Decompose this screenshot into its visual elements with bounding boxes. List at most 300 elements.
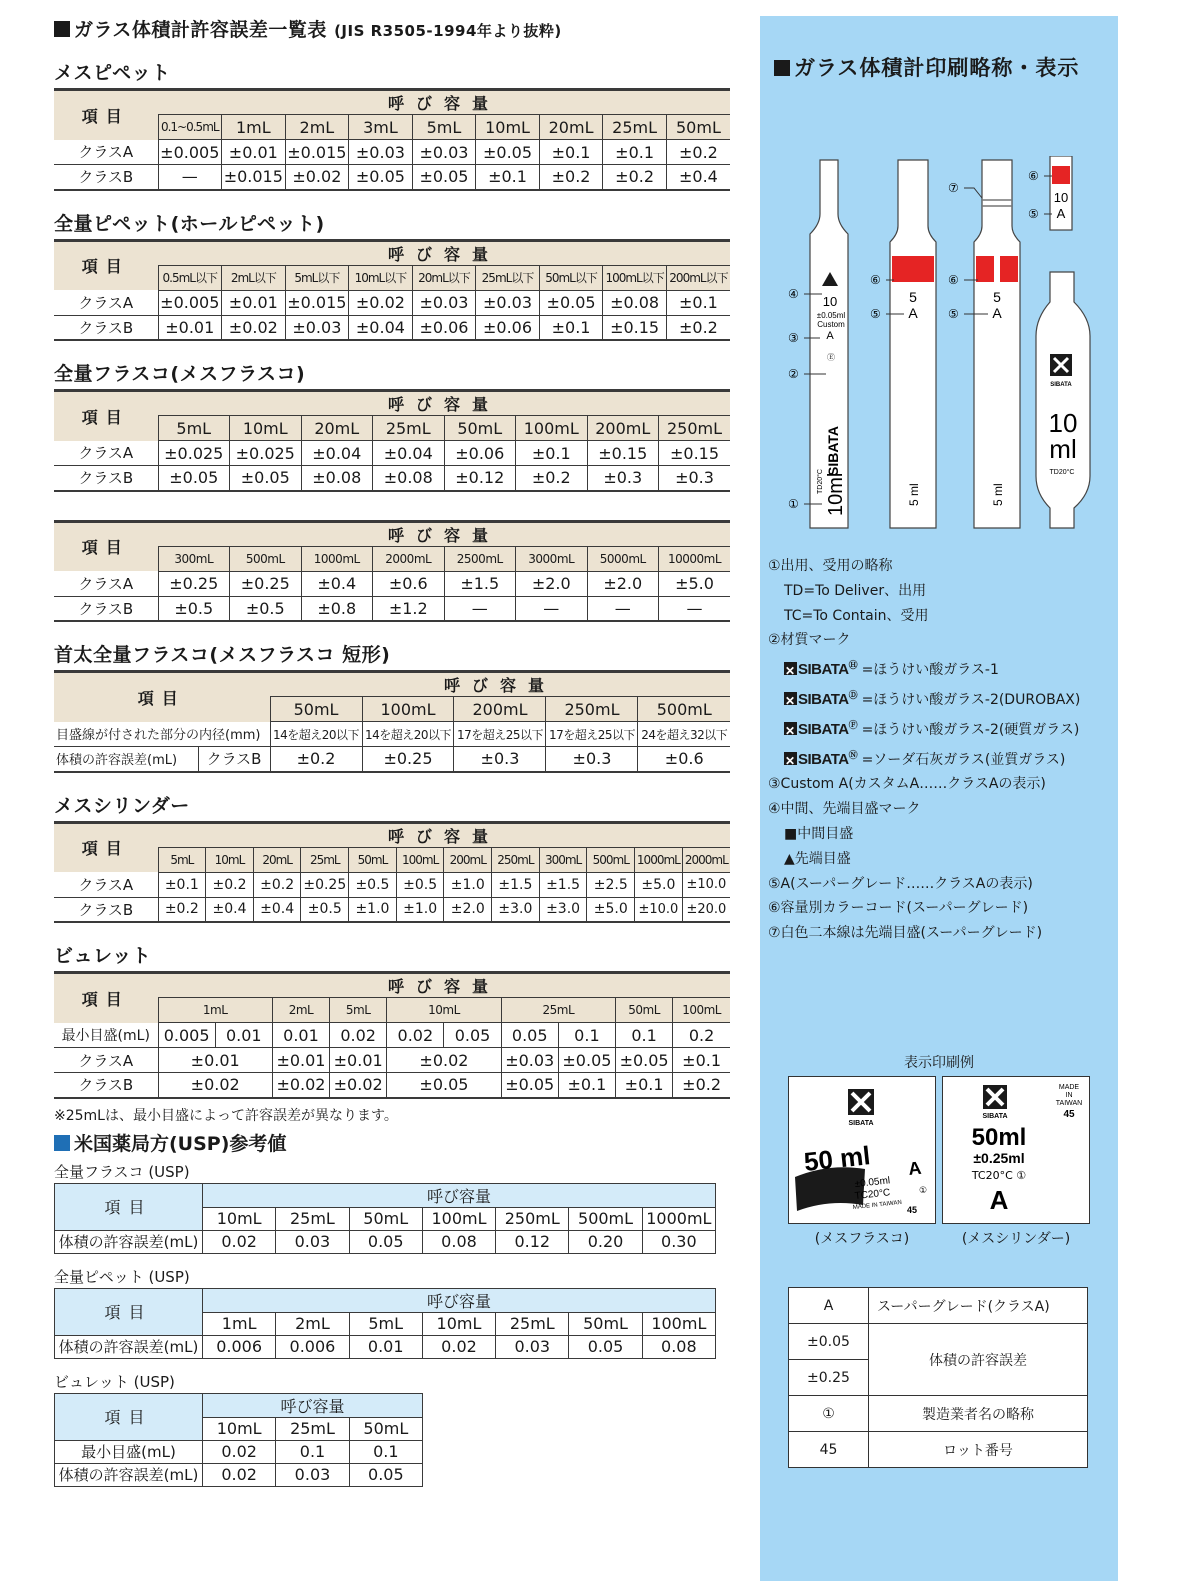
size-cell: 20mL: [253, 847, 301, 872]
table-cell: 0.02: [203, 1230, 276, 1253]
table-cell: ±0.2: [603, 165, 667, 190]
table-cell: ±0.2: [666, 315, 730, 340]
size-cell: 5mL以下: [285, 265, 349, 290]
table-cell: 17を超え25以下: [546, 722, 638, 747]
size-cell: 10mL: [206, 847, 254, 872]
table-cell: ±0.4: [666, 165, 730, 190]
table-cell: ±0.1: [158, 872, 206, 897]
callout-5: ⑤: [948, 307, 959, 321]
table-cell: ±0.15: [603, 315, 667, 340]
table-row: [54, 872, 730, 897]
table-cell: 0.02: [203, 1463, 276, 1486]
table-row: [54, 1048, 730, 1073]
cylinder-title: メスシリンダー: [54, 794, 190, 817]
table-cell: ±0.04: [373, 441, 445, 466]
table-cell: ±0.05: [501, 1073, 558, 1098]
marking-key-table: [788, 1287, 1088, 1468]
table-cell: ±0.06: [444, 441, 516, 466]
table-cell: ±0.015: [222, 165, 286, 190]
card-tc: TC20°C ①: [971, 1169, 1027, 1182]
table-cell: ±0.4: [301, 571, 373, 596]
size-cell: 25mL: [496, 1312, 569, 1335]
card-made: MADE IN TAIWAN: [852, 1199, 903, 1211]
table-cell: ±0.05: [558, 1048, 615, 1073]
table-row: [54, 140, 730, 165]
size-cell: 100mL: [396, 847, 444, 872]
sibata-logo: ✕SIBATAⓃ: [784, 743, 857, 773]
card-tolerance: ±0.05ml: [854, 1175, 891, 1190]
table-cell: 0.005: [158, 1023, 215, 1048]
sibata-logo-icon: [784, 692, 797, 705]
table-cell: ±20.0: [682, 897, 730, 922]
table-cell: ±2.0: [444, 897, 492, 922]
size-cell: 25mL: [276, 1207, 349, 1230]
table-cell: ±0.02: [222, 315, 286, 340]
legend-item: TC=To Contain、受用: [784, 607, 929, 624]
print-example-title: 表示印刷例: [904, 1055, 974, 1071]
card-made: IN: [1065, 1092, 1073, 1099]
table-row: [54, 596, 730, 621]
row-label: クラスB: [54, 165, 158, 190]
size-cell: 20mL: [539, 115, 603, 140]
page-title: ガラス体積計許容誤差一覧表 (JIS R3505-1994年より抜粋): [54, 14, 730, 46]
legend-item: ⑤A(スーパーグレード……クラスAの表示): [768, 875, 1033, 892]
sibata-logo-icon: [784, 752, 797, 765]
table-cell: ±0.02: [272, 1073, 329, 1098]
table-cell: ±0.01: [158, 315, 222, 340]
table-row: [55, 1335, 716, 1358]
flask-table-small: [54, 389, 730, 492]
card-made: MADE: [1058, 1084, 1080, 1091]
item-header: 項目: [55, 1288, 203, 1335]
table-cell: ±0.25: [301, 872, 349, 897]
size-cell: 5mL: [158, 847, 206, 872]
table-cell: ±0.15: [659, 441, 731, 466]
table-cell: ±0.05: [387, 1073, 501, 1098]
size-cell: 2000mL: [682, 847, 730, 872]
size-cell: 50mL: [444, 416, 516, 441]
usp-title: 米国薬局方(USP)参考値: [54, 1129, 730, 1159]
size-cell: 3000mL: [516, 546, 588, 571]
row-label: 目盛線が付された部分の内径(mm): [54, 722, 270, 747]
table-cell: —: [444, 596, 516, 621]
key-meaning: 製造業者名の略称: [869, 1396, 1088, 1432]
size-cell: 50mL: [270, 697, 362, 722]
table-cell: 0.01: [349, 1335, 422, 1358]
size-cell: 500mL: [230, 546, 302, 571]
square-bullet-icon: [774, 60, 790, 76]
table-row: [54, 466, 730, 491]
table-cell: ±2.0: [516, 571, 588, 596]
legend-item: ▲先端目盛: [784, 850, 851, 867]
table-cell: ±1.0: [396, 897, 444, 922]
table-cell: ±0.25: [362, 747, 454, 772]
table-cell: ±1.0: [444, 872, 492, 897]
size-cell: 500mL: [587, 847, 635, 872]
flask-table-large: [54, 520, 730, 623]
table-cell: ±0.08: [373, 466, 445, 491]
table-cell: —: [659, 596, 731, 621]
color-code-band: [1052, 166, 1070, 184]
flask-card-caption: (メスフラスコ): [814, 1231, 910, 1247]
size-cell: 1000mL: [301, 546, 373, 571]
table-cell: ±0.03: [349, 140, 413, 165]
row-label: 最小目盛(mL): [55, 1440, 203, 1463]
size-cell: 500mL: [638, 697, 730, 722]
table-cell: ±0.3: [546, 747, 638, 772]
pipette-grade: A: [1056, 206, 1066, 221]
table-cell: 0.1: [616, 1023, 673, 1048]
sibata-logo: ✕SIBATAⒹ: [784, 683, 857, 713]
card-brand: SIBATA: [848, 1120, 874, 1127]
row-label: 体積の許容誤差(mL): [55, 1230, 203, 1253]
size-cell: 0.1~0.5mL: [158, 115, 222, 140]
page-subtitle: (JIS R3505-1994年より抜粋): [334, 22, 562, 40]
table-cell: 0.08: [422, 1230, 495, 1253]
size-cell: 2mL: [272, 998, 329, 1023]
table-row: [789, 1288, 1088, 1324]
callout-6: ⑥: [948, 273, 959, 287]
table-cell: ±0.4: [253, 897, 301, 922]
capacity-header: 呼び容量: [158, 90, 730, 115]
pipette-volume: 10ml: [825, 472, 847, 516]
callout-7: ⑦: [948, 181, 959, 195]
material-item: ✕SIBATAⒽ =ほうけい酸ガラス-1: [768, 653, 1080, 683]
size-cell: 25mL以下: [476, 265, 540, 290]
table-row: [54, 315, 730, 340]
wideflask-title: 首太全量フラスコ(メスフラスコ 短形): [54, 644, 391, 666]
row-label: 体積の許容誤差(mL): [55, 1463, 203, 1486]
pipette-custom: Custom: [817, 320, 845, 329]
table-cell: ±5.0: [659, 571, 731, 596]
table-cell: 24を超え32以下: [638, 722, 730, 747]
row-label: クラスB: [54, 315, 158, 340]
table-cell: ±3.0: [492, 897, 540, 922]
class-label: クラスB: [198, 747, 270, 772]
size-cell: 5000mL: [587, 546, 659, 571]
item-header: 項目: [55, 1183, 203, 1230]
table-cell: ±0.05: [616, 1048, 673, 1073]
table-cell: ±0.06: [412, 315, 476, 340]
row-label: クラスB: [54, 466, 158, 491]
row-label: クラスA: [54, 290, 158, 315]
burette-note: ※25mLは、最小目盛によって許容誤差が異なります。: [54, 1107, 398, 1124]
table-row: [55, 1463, 423, 1486]
messpipette-title: メスピペット: [54, 62, 171, 84]
table-cell: 14を超え20以下: [270, 722, 362, 747]
capacity-header: 呼び容量: [203, 1183, 716, 1207]
key-symbol: ①: [789, 1396, 869, 1432]
item-header: 項目: [54, 90, 158, 140]
wholepipette-title: 全量ピペット(ホールピペット): [54, 212, 325, 235]
table-cell: ±0.6: [638, 747, 730, 772]
table-cell: ±0.005: [158, 140, 222, 165]
row-label: 体積の許容誤差(mL): [55, 1335, 203, 1358]
table-cell: —: [158, 165, 222, 190]
table-cell: 0.02: [203, 1440, 276, 1463]
size-cell: 25mL: [603, 115, 667, 140]
table-cell: ±0.01: [222, 140, 286, 165]
table-row: [54, 441, 730, 466]
size-cell: 200mL: [454, 697, 546, 722]
table-cell: ±0.2: [270, 747, 362, 772]
pipette-volume: 5 ml: [907, 483, 921, 506]
size-cell: 0.5mL以下: [158, 265, 222, 290]
row-label: クラスA: [54, 1048, 158, 1073]
table-cell: ±0.2: [253, 872, 301, 897]
item-header: 項目: [54, 973, 158, 1023]
table-cell: ±0.03: [476, 290, 540, 315]
table-cell: ±0.01: [330, 1048, 387, 1073]
table-cell: ±0.1: [673, 1048, 730, 1073]
table-cell: ±0.08: [603, 290, 667, 315]
table-row: [54, 722, 730, 747]
size-cell: 2mL: [276, 1312, 349, 1335]
table-cell: ±0.1: [558, 1073, 615, 1098]
table-cell: ±0.1: [539, 315, 603, 340]
pipette-tolerance: ±0.05ml: [816, 311, 846, 320]
sibata-logo: ✕SIBATAⒻ: [784, 713, 857, 743]
pipette-grade-a-2: [948, 160, 1020, 528]
callout-5: ⑤: [870, 307, 881, 321]
table-row: [55, 1440, 423, 1463]
size-cell: 300mL: [539, 847, 587, 872]
size-cell: 50mL: [616, 998, 673, 1023]
sibata-logo-icon: [784, 662, 797, 675]
table-cell: 0.02: [387, 1023, 444, 1048]
table-cell: ±1.5: [539, 872, 587, 897]
tolerance-section: [54, 14, 730, 1487]
size-cell: 10mL: [387, 998, 501, 1023]
table-cell: 0.05: [349, 1230, 422, 1253]
size-cell: 250mL: [659, 416, 731, 441]
size-cell: 20mL: [301, 416, 373, 441]
table-cell: ±0.06: [476, 315, 540, 340]
messpipette-table: [54, 88, 730, 191]
size-cell: 10mL: [230, 416, 302, 441]
capacity-header: 呼び容量: [270, 672, 730, 697]
table-cell: ±0.5: [349, 872, 397, 897]
capacity-header: 呼び容量: [203, 1393, 423, 1417]
material-item: ✕SIBATAⒻ =ほうけい酸ガラス-2(硬質ガラス): [768, 713, 1080, 743]
card-grade: A: [989, 1185, 1009, 1215]
pipette-custom-a: [810, 160, 848, 528]
card-volume: 50ml: [971, 1124, 1027, 1151]
material-item: ✕SIBATAⓃ =ソーダ石灰ガラス(並質ガラス): [768, 743, 1080, 773]
cylinder-table: [54, 821, 730, 924]
capacity-header: 呼び容量: [158, 822, 730, 847]
pipette-capacity: 10: [822, 294, 838, 309]
size-cell: 250mL: [496, 1207, 569, 1230]
row-label: クラスA: [54, 571, 158, 596]
card-grade: A: [907, 1157, 923, 1179]
key-symbol: A: [789, 1288, 869, 1324]
card-tolerance: ±0.25ml: [973, 1150, 1025, 1166]
table-cell: 0.12: [496, 1230, 569, 1253]
table-cell: ±0.2: [516, 466, 588, 491]
table-cell: ±0.2: [673, 1073, 730, 1098]
pipette-brand: SIBATA: [825, 425, 841, 476]
size-cell: 200mL: [444, 847, 492, 872]
size-cell: 200mL以下: [666, 265, 730, 290]
table-cell: ±0.2: [539, 165, 603, 190]
table-cell: 0.02: [330, 1023, 387, 1048]
item-header: 項目: [54, 521, 158, 571]
wideflask-table: [54, 670, 730, 773]
table-cell: ±0.04: [301, 441, 373, 466]
legend-item: ③Custom A(カスタムA……クラスAの表示): [768, 776, 1046, 793]
table-cell: ±0.5: [158, 596, 230, 621]
table-cell: ±10.0: [682, 872, 730, 897]
table-cell: 0.1: [349, 1440, 422, 1463]
table-cell: ±0.03: [285, 315, 349, 340]
table-cell: 17を超え25以下: [454, 722, 546, 747]
color-code-band: [892, 256, 934, 282]
size-cell: 100mL: [516, 416, 588, 441]
pipette-brand: SIBATA: [1050, 382, 1072, 388]
callout-5: ⑤: [1028, 207, 1039, 221]
table-cell: ±2.5: [587, 872, 635, 897]
table-cell: 0.03: [276, 1230, 349, 1253]
capacity-header: 呼び容量: [158, 521, 730, 546]
card-maker-mark: ①: [919, 1186, 928, 1196]
size-cell: 50mL以下: [539, 265, 603, 290]
card-tc: TC20°C: [854, 1187, 891, 1202]
table-cell: ±0.03: [501, 1048, 558, 1073]
table-cell: ±2.0: [587, 571, 659, 596]
table-cell: 0.05: [569, 1335, 642, 1358]
item-header: 項目: [54, 672, 270, 722]
table-cell: ±0.25: [230, 571, 302, 596]
table-row: [54, 290, 730, 315]
size-cell: 100mL: [362, 697, 454, 722]
table-cell: ±0.05: [158, 466, 230, 491]
table-cell: ±0.2: [206, 872, 254, 897]
table-cell: ±0.6: [373, 571, 445, 596]
size-cell: 100mL: [673, 998, 730, 1023]
card-volume: 50 ml: [802, 1140, 872, 1177]
legend-item: ■中間目盛: [784, 825, 854, 842]
table-row: [54, 1073, 730, 1098]
size-cell: 1mL: [203, 1312, 276, 1335]
table-cell: ±0.12: [444, 466, 516, 491]
pipette-bulb: [1028, 156, 1090, 528]
table-cell: ±0.01: [272, 1048, 329, 1073]
cylinder-card-caption: (メスシリンダー): [961, 1231, 1071, 1247]
size-cell: 50mL: [349, 847, 397, 872]
row-label: クラスB: [54, 897, 158, 922]
pipette-volume: 5 ml: [991, 483, 1005, 506]
table-row: [789, 1396, 1088, 1432]
table-row: [54, 165, 730, 190]
size-cell: 25mL: [301, 847, 349, 872]
table-cell: ±0.8: [301, 596, 373, 621]
size-cell: 2500mL: [444, 546, 516, 571]
size-cell: 300mL: [158, 546, 230, 571]
size-cell: 500mL: [569, 1207, 642, 1230]
table-cell: ±0.1: [603, 140, 667, 165]
table-cell: ±0.5: [301, 897, 349, 922]
table-cell: ±0.02: [158, 1073, 272, 1098]
size-cell: 250mL: [492, 847, 540, 872]
legend-item: ①出用、受用の略称: [768, 558, 893, 574]
size-cell: 50mL: [569, 1312, 642, 1335]
card-lot: 45: [907, 1205, 918, 1215]
callout-4: ④: [788, 287, 799, 301]
marking-legend: [768, 554, 1080, 946]
size-cell: 10000mL: [659, 546, 731, 571]
table-cell: ±0.2: [666, 140, 730, 165]
usp-pipette-title: 全量ピペット (USP): [54, 1267, 190, 1286]
burette-title: ビュレット: [54, 945, 152, 967]
table-cell: —: [587, 596, 659, 621]
table-cell: ±0.02: [330, 1073, 387, 1098]
table-cell: 0.01: [272, 1023, 329, 1048]
key-meaning: スーパーグレード(クラスA): [869, 1288, 1088, 1324]
size-cell: 2mL: [285, 115, 349, 140]
key-symbol: ±0.05: [789, 1324, 869, 1360]
row-label: クラスA: [54, 441, 158, 466]
table-cell: ±0.01: [222, 290, 286, 315]
table-cell: ±0.3: [587, 466, 659, 491]
size-cell: 5mL: [330, 998, 387, 1023]
table-cell: ±0.1: [616, 1073, 673, 1098]
table-cell: 0.03: [276, 1463, 349, 1486]
size-cell: 1mL: [158, 998, 272, 1023]
key-meaning: ロット番号: [869, 1432, 1088, 1468]
table-row: [54, 897, 730, 922]
sibata-logo-icon: [784, 722, 797, 735]
table-cell: 0.30: [642, 1230, 715, 1253]
table-cell: ±5.0: [587, 897, 635, 922]
usp-pipette-table: [54, 1288, 716, 1359]
table-row: [789, 1324, 1088, 1360]
table-cell: ±0.05: [412, 165, 476, 190]
table-cell: ±0.03: [412, 290, 476, 315]
table-row: [789, 1432, 1088, 1468]
callout-1: ①: [788, 497, 799, 511]
burette-table: [54, 971, 730, 1099]
table-cell: 0.1: [276, 1440, 349, 1463]
callout-3: ③: [788, 331, 799, 345]
table-row: [54, 571, 730, 596]
table-cell: ±0.025: [158, 441, 230, 466]
size-cell: 100mL以下: [603, 265, 667, 290]
table-cell: ±0.1: [476, 165, 540, 190]
panel-title: ガラス体積計印刷略称・表示: [774, 52, 1079, 82]
table-cell: ±0.005: [158, 290, 222, 315]
table-cell: 0.2: [673, 1023, 730, 1048]
table-cell: ±0.05: [349, 165, 413, 190]
pipette-grade: A: [908, 305, 918, 321]
table-cell: ±0.025: [230, 441, 302, 466]
table-cell: ±1.2: [373, 596, 445, 621]
row-label: クラスB: [54, 596, 158, 621]
table-cell: 0.1: [558, 1023, 615, 1048]
pipette-number: 5: [909, 289, 917, 305]
key-symbol: ±0.25: [789, 1360, 869, 1396]
legend-item: ⑦白色二本線は先端目盛(スーパーグレード): [768, 925, 1043, 942]
pipette-grade-a-1: [870, 160, 936, 528]
callout-2: ②: [788, 367, 799, 381]
table-cell: 0.20: [569, 1230, 642, 1253]
size-cell: 10mL: [203, 1417, 276, 1440]
pipette-illustration: [760, 156, 1118, 546]
table-row: [54, 747, 730, 772]
size-cell: 100mL: [642, 1312, 715, 1335]
row-label: 最小目盛(mL): [54, 1023, 158, 1048]
table-cell: ±0.02: [387, 1048, 501, 1073]
